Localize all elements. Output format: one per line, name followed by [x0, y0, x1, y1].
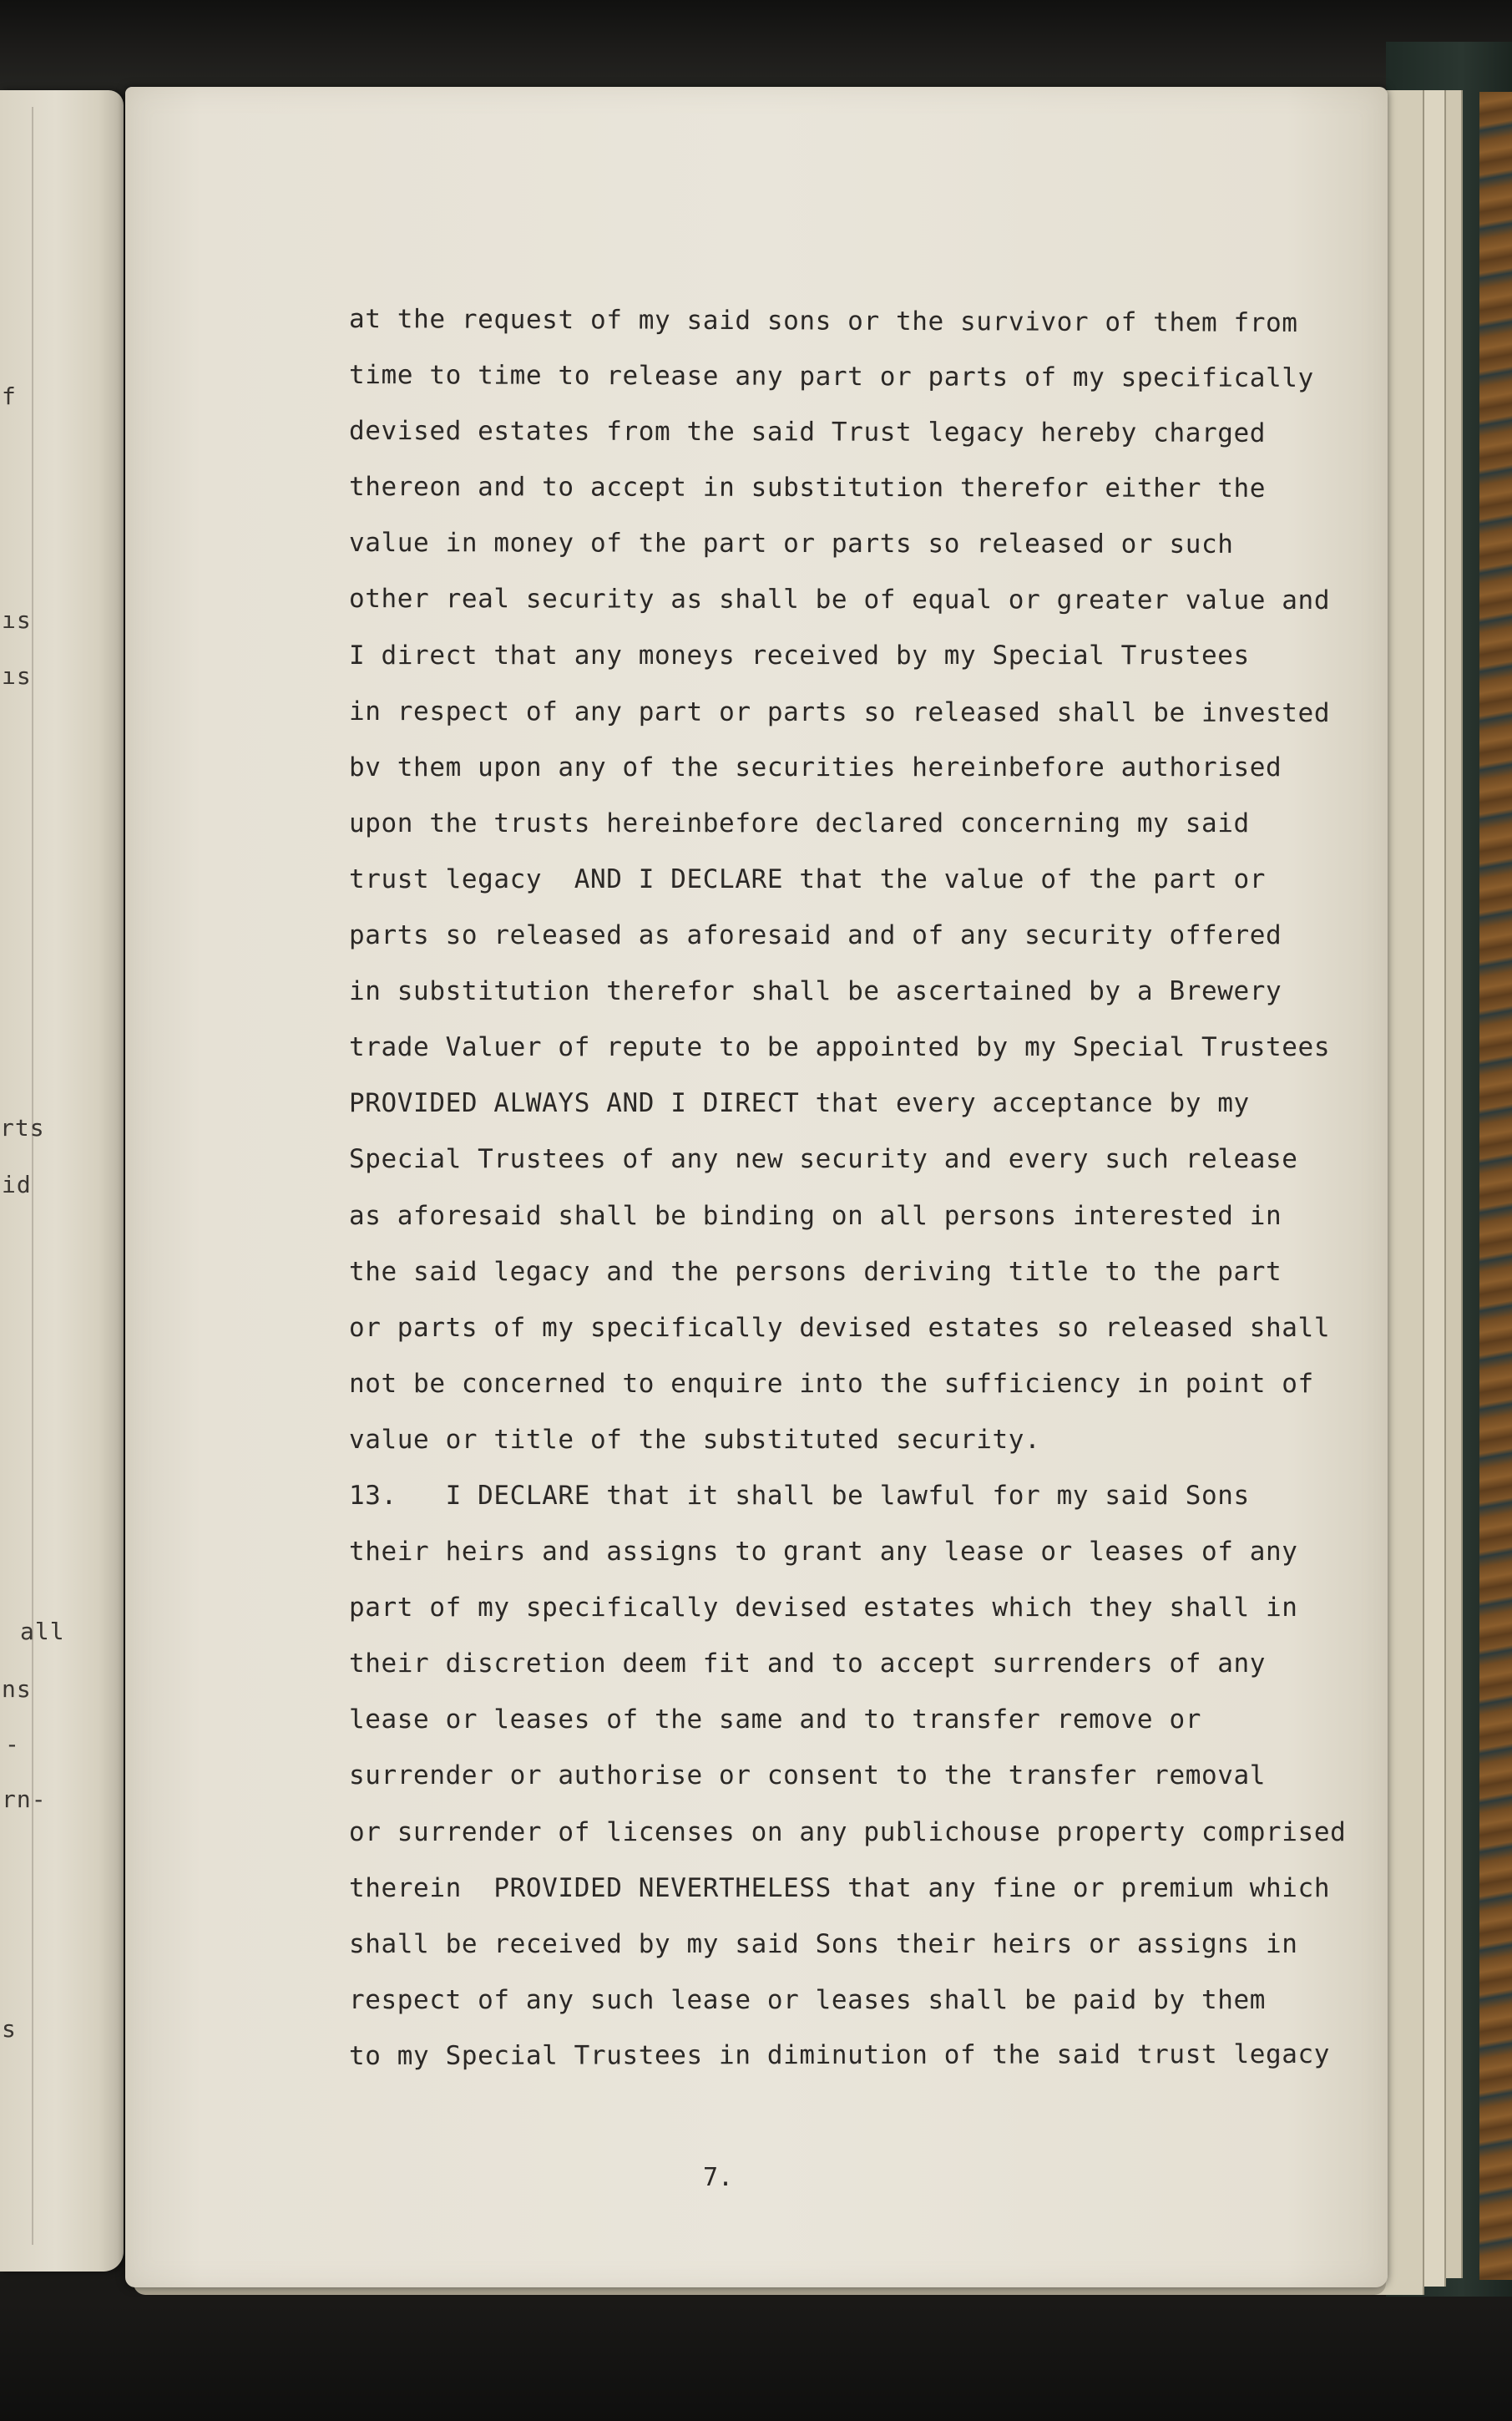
- text-line: upon the trusts hereinbefore declared concerning my said: [349, 808, 1250, 838]
- left-fragment: s: [2, 2015, 17, 2043]
- text-line: time to time to release any part or parts of my specifically: [348, 360, 1314, 394]
- text-line: not be concerned to enquire into the sufficiency in point of: [349, 1368, 1314, 1399]
- text-line: PROVIDED ALWAYS AND I DIRECT that every acceptance by my: [349, 1088, 1250, 1119]
- left-page-margin-rule: [32, 107, 33, 2245]
- left-fragment: ns: [2, 1675, 32, 1703]
- left-fragment: rn-: [2, 1785, 47, 1813]
- typed-body-text: [349, 302, 1376, 2095]
- text-line: shall be received by my said Sons their heirs or assigns in: [349, 1928, 1298, 1959]
- text-line: lease or leases of the same and to transfer remove or: [349, 1704, 1201, 1735]
- text-line: trade Valuer of repute to be appointed by my Special Trustees: [349, 1032, 1331, 1063]
- text-line: the said legacy and the persons deriving title to the part: [349, 1256, 1282, 1287]
- left-fragment: ıs: [2, 606, 32, 634]
- text-line: value in money of the part or parts so released or such: [348, 528, 1234, 560]
- text-line: therein PROVIDED NEVERTHELESS that any fine or premium which: [349, 1872, 1331, 1903]
- text-line: in respect of any part or parts so released shall be invested: [348, 696, 1331, 728]
- text-line: other real security as shall be of equal or greater value and: [348, 584, 1331, 616]
- text-line: their discretion deem fit and to accept surrenders of any: [349, 1649, 1267, 1679]
- text-line: or surrender of licenses on any publichouse property comprised: [349, 1816, 1347, 1847]
- left-fragment: id: [2, 1171, 32, 1198]
- text-line: as aforesaid shall be binding on all persons interested in: [349, 1200, 1282, 1231]
- left-fragment: all: [20, 1618, 65, 1645]
- text-line: devised estates from the said Trust legacy hereby charged: [348, 416, 1267, 449]
- text-line: their heirs and assigns to grant any lease or leases of any: [349, 1537, 1298, 1568]
- text-line: bv them upon any of the securities hereinbefore authorised: [349, 752, 1282, 783]
- text-line: in substitution therefor shall be ascertained by a Brewery: [349, 976, 1282, 1007]
- text-line: thereon and to accept in substitution therefor either the: [348, 472, 1267, 504]
- text-line: at the request of my said sons or the survivor of them from: [348, 304, 1298, 338]
- text-line: value or title of the substituted security.: [349, 1424, 1041, 1455]
- left-fragment: ıs: [2, 662, 32, 690]
- text-line: or parts of my specifically devised estates so released shall: [349, 1312, 1331, 1343]
- marbled-page-edge: [1479, 92, 1512, 2280]
- text-line: trust legacy AND I DECLARE that the value of the part or: [349, 864, 1267, 894]
- left-fragment: rts: [0, 1114, 45, 1142]
- page-number: 7.: [703, 2163, 734, 2192]
- text-line: surrender or authorise or consent to the transfer removal: [349, 1760, 1267, 1791]
- text-line: to my Special Trustees in diminution of the said trust legacy: [348, 2039, 1331, 2071]
- text-line: respect of any such lease or leases shall be paid by them: [349, 1984, 1267, 2015]
- left-fragment: f: [2, 382, 17, 410]
- text-line: 13. I DECLARE that it shall be lawful for my said Sons: [349, 1480, 1250, 1511]
- text-line: part of my specifically devised estates which they shall in: [349, 1593, 1298, 1623]
- text-line: parts so released as aforesaid and of any security offered: [349, 920, 1282, 951]
- left-fragment: -: [5, 1730, 20, 1758]
- text-line: Special Trustees of any new security and every such release: [349, 1144, 1298, 1175]
- text-line: I direct that any moneys received by my Special Trustees: [349, 640, 1250, 671]
